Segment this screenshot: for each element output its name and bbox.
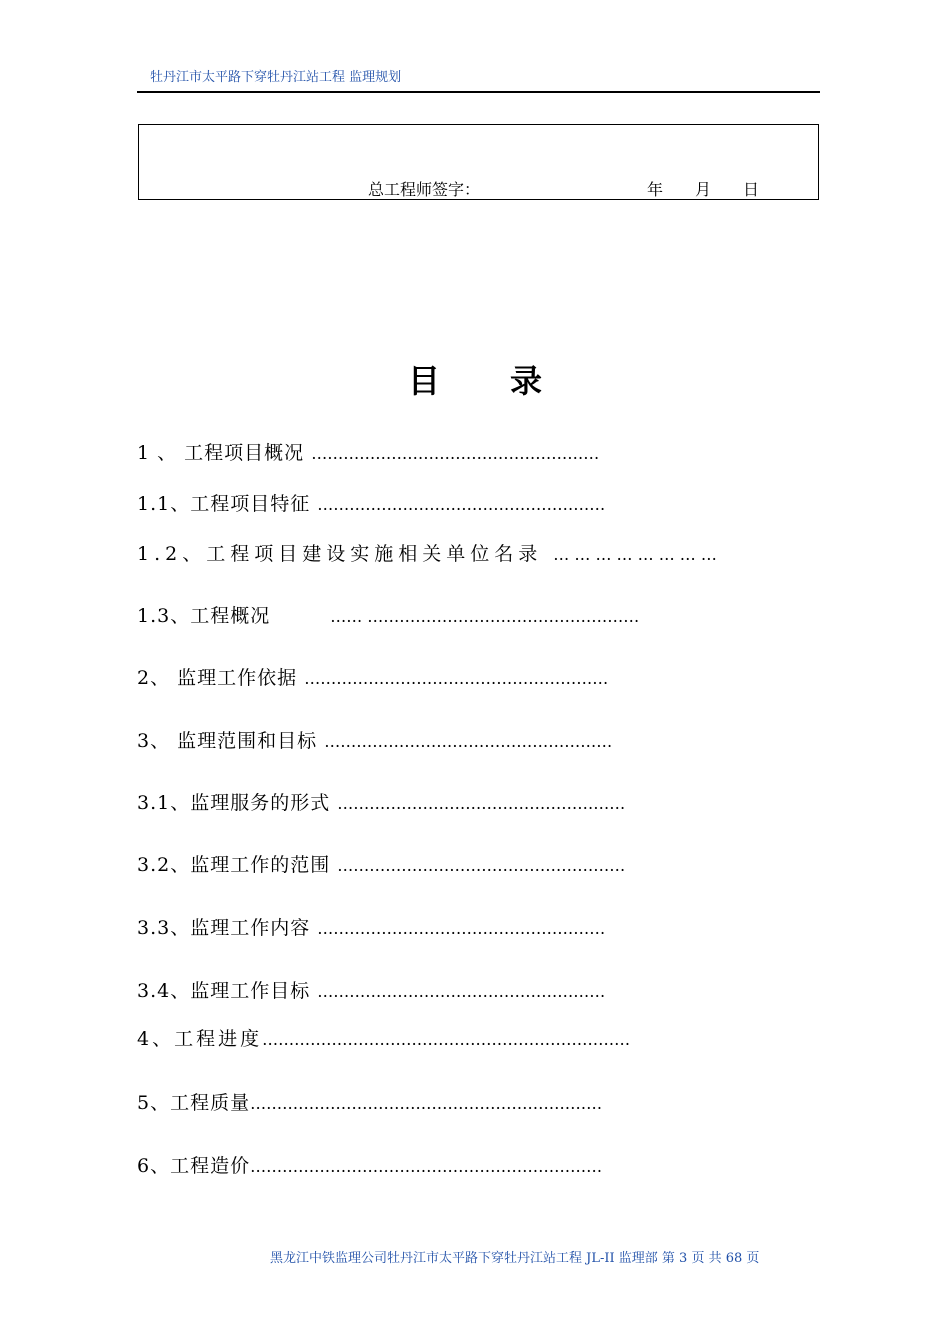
- toc-item[interactable]: [137, 788, 625, 815]
- toc-item-label: 6、工程造价: [137, 1155, 251, 1177]
- toc-item-leader: …………………………………………………………: [250, 1094, 603, 1113]
- signature-box: [138, 124, 819, 200]
- toc-item-leader: ……………………………………………………………: [262, 1030, 631, 1049]
- toc-item-leader: ………………………………………………: [311, 444, 600, 463]
- toc-title-left: 目: [407, 362, 440, 400]
- toc-item-label: 1 、 工程项目概况: [137, 442, 305, 464]
- toc-title: [0, 356, 950, 402]
- page-header-title: 牡丹江市太平路下穿牡丹江站工程 监理规划: [150, 70, 402, 85]
- signature-date: [647, 177, 759, 200]
- toc-item[interactable]: [137, 726, 612, 753]
- toc-item-label: 2、 监理工作依据: [137, 667, 298, 689]
- toc-item[interactable]: [137, 976, 605, 1003]
- toc-item-leader: ………………………………………………: [317, 495, 606, 514]
- toc-item-label: 3、 监理范围和目标: [137, 730, 318, 752]
- page-footer: 黑龙江中铁监理公司牡丹江市太平路下穿牡丹江站工程 JL-II 监理部 第 3 页 共 68 页: [270, 1251, 760, 1266]
- month-label: 月: [695, 180, 712, 199]
- toc-item-leader: ………………………………………………: [317, 919, 606, 938]
- toc-item-leader: … … … … … … … …: [553, 545, 717, 564]
- toc-item[interactable]: [137, 850, 625, 877]
- toc-item[interactable]: [137, 1088, 602, 1115]
- toc-item[interactable]: [137, 539, 717, 566]
- toc-item-leader: …………………………………………………………: [250, 1157, 603, 1176]
- toc-item-label: 5、工程质量: [137, 1092, 251, 1114]
- toc-item-label: 3.2、监理工作的范围: [137, 854, 331, 876]
- toc-item[interactable]: [137, 489, 605, 516]
- header-divider: [137, 91, 820, 93]
- toc-item-label: 1.2、工程项目建设实施相关单位名录: [137, 543, 543, 565]
- toc-item[interactable]: [137, 601, 639, 628]
- toc-item-leader: ………………………………………………: [337, 856, 626, 875]
- toc-item[interactable]: [137, 438, 599, 465]
- toc-title-right: 录: [510, 362, 543, 400]
- toc-item-label: 3.4、监理工作目标: [137, 980, 311, 1002]
- toc-item-label: 1.1、工程项目特征: [137, 493, 311, 515]
- toc-item-leader: …… ……………………………………………: [330, 607, 640, 626]
- toc-item[interactable]: [137, 663, 608, 690]
- day-label: 日: [743, 180, 760, 199]
- year-label: 年: [647, 180, 664, 199]
- chief-engineer-signature-label: 总工程师签字：: [368, 180, 481, 199]
- toc-item[interactable]: [137, 1151, 602, 1178]
- toc-item-label: 1.3、工程概况: [137, 605, 271, 627]
- toc-item-leader: ………………………………………………: [324, 732, 613, 751]
- toc-item[interactable]: [137, 1024, 630, 1051]
- toc-item-leader: …………………………………………………: [304, 669, 609, 688]
- toc-item-label: 4、工程进度: [137, 1028, 263, 1050]
- toc-item-leader: ………………………………………………: [337, 794, 626, 813]
- toc-item-label: 3.1、监理服务的形式: [137, 792, 331, 814]
- toc-item[interactable]: [137, 913, 605, 940]
- toc-item-label: 3.3、监理工作内容: [137, 917, 311, 939]
- toc-item-leader: ………………………………………………: [317, 982, 606, 1001]
